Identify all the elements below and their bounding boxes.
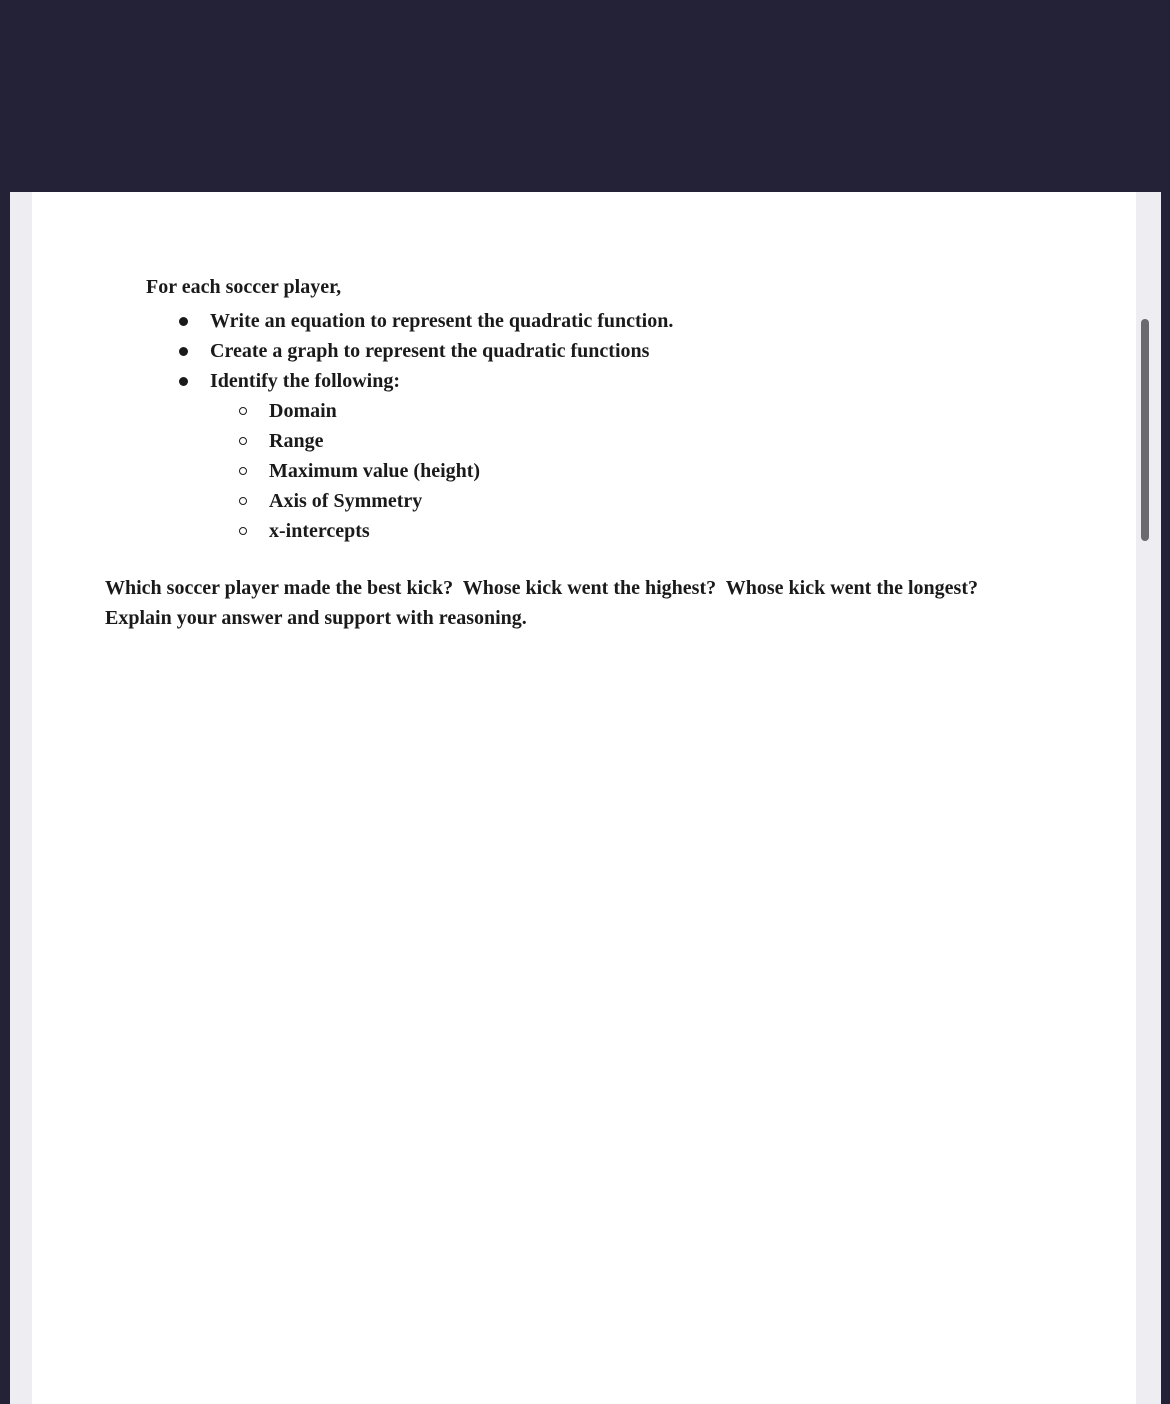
bullet-icon <box>179 377 188 386</box>
sub-list-item-text: Axis of Symmetry <box>269 490 423 512</box>
list-item <box>172 306 673 336</box>
bullet-icon <box>179 347 188 356</box>
scrollbar-thumb[interactable] <box>1141 319 1149 541</box>
sub-list-item <box>237 516 673 546</box>
list-item <box>172 366 673 396</box>
sub-list-item-text: Range <box>269 430 324 452</box>
circle-bullet-icon <box>239 467 247 475</box>
sub-list <box>172 396 673 546</box>
sub-list-item <box>237 456 673 486</box>
circle-bullet-icon <box>239 437 247 445</box>
sub-list-item <box>237 396 673 426</box>
document-viewer[interactable] <box>10 192 1161 1404</box>
sub-list-item <box>237 486 673 516</box>
sub-list-item-text: Maximum value (height) <box>269 460 481 482</box>
list-item <box>172 336 673 366</box>
list-item-text: Identify the following: <box>210 370 400 392</box>
sub-list-container <box>172 396 673 546</box>
circle-bullet-icon <box>239 407 247 415</box>
question-line-2: Explain your answer and support with reasoning. <box>105 607 527 629</box>
circle-bullet-icon <box>239 527 247 535</box>
list-item-text: Write an equation to represent the quadratic function. <box>210 310 674 332</box>
sub-list-item-text: x-intercepts <box>269 520 370 542</box>
intro-text: For each soccer player, <box>146 276 342 298</box>
document-page <box>32 192 1136 1404</box>
bullet-icon <box>179 317 188 326</box>
question-line-1: Which soccer player made the best kick? Whose kick went the highest? Whose kick went the longest? <box>105 577 978 599</box>
question-paragraph <box>105 573 978 633</box>
circle-bullet-icon <box>239 497 247 505</box>
list-item-text: Create a graph to represent the quadratic functions <box>210 340 650 362</box>
top-bar <box>0 0 1170 192</box>
sub-list-item <box>237 426 673 456</box>
sub-list-item-text: Domain <box>269 400 337 422</box>
instruction-list <box>172 306 673 546</box>
